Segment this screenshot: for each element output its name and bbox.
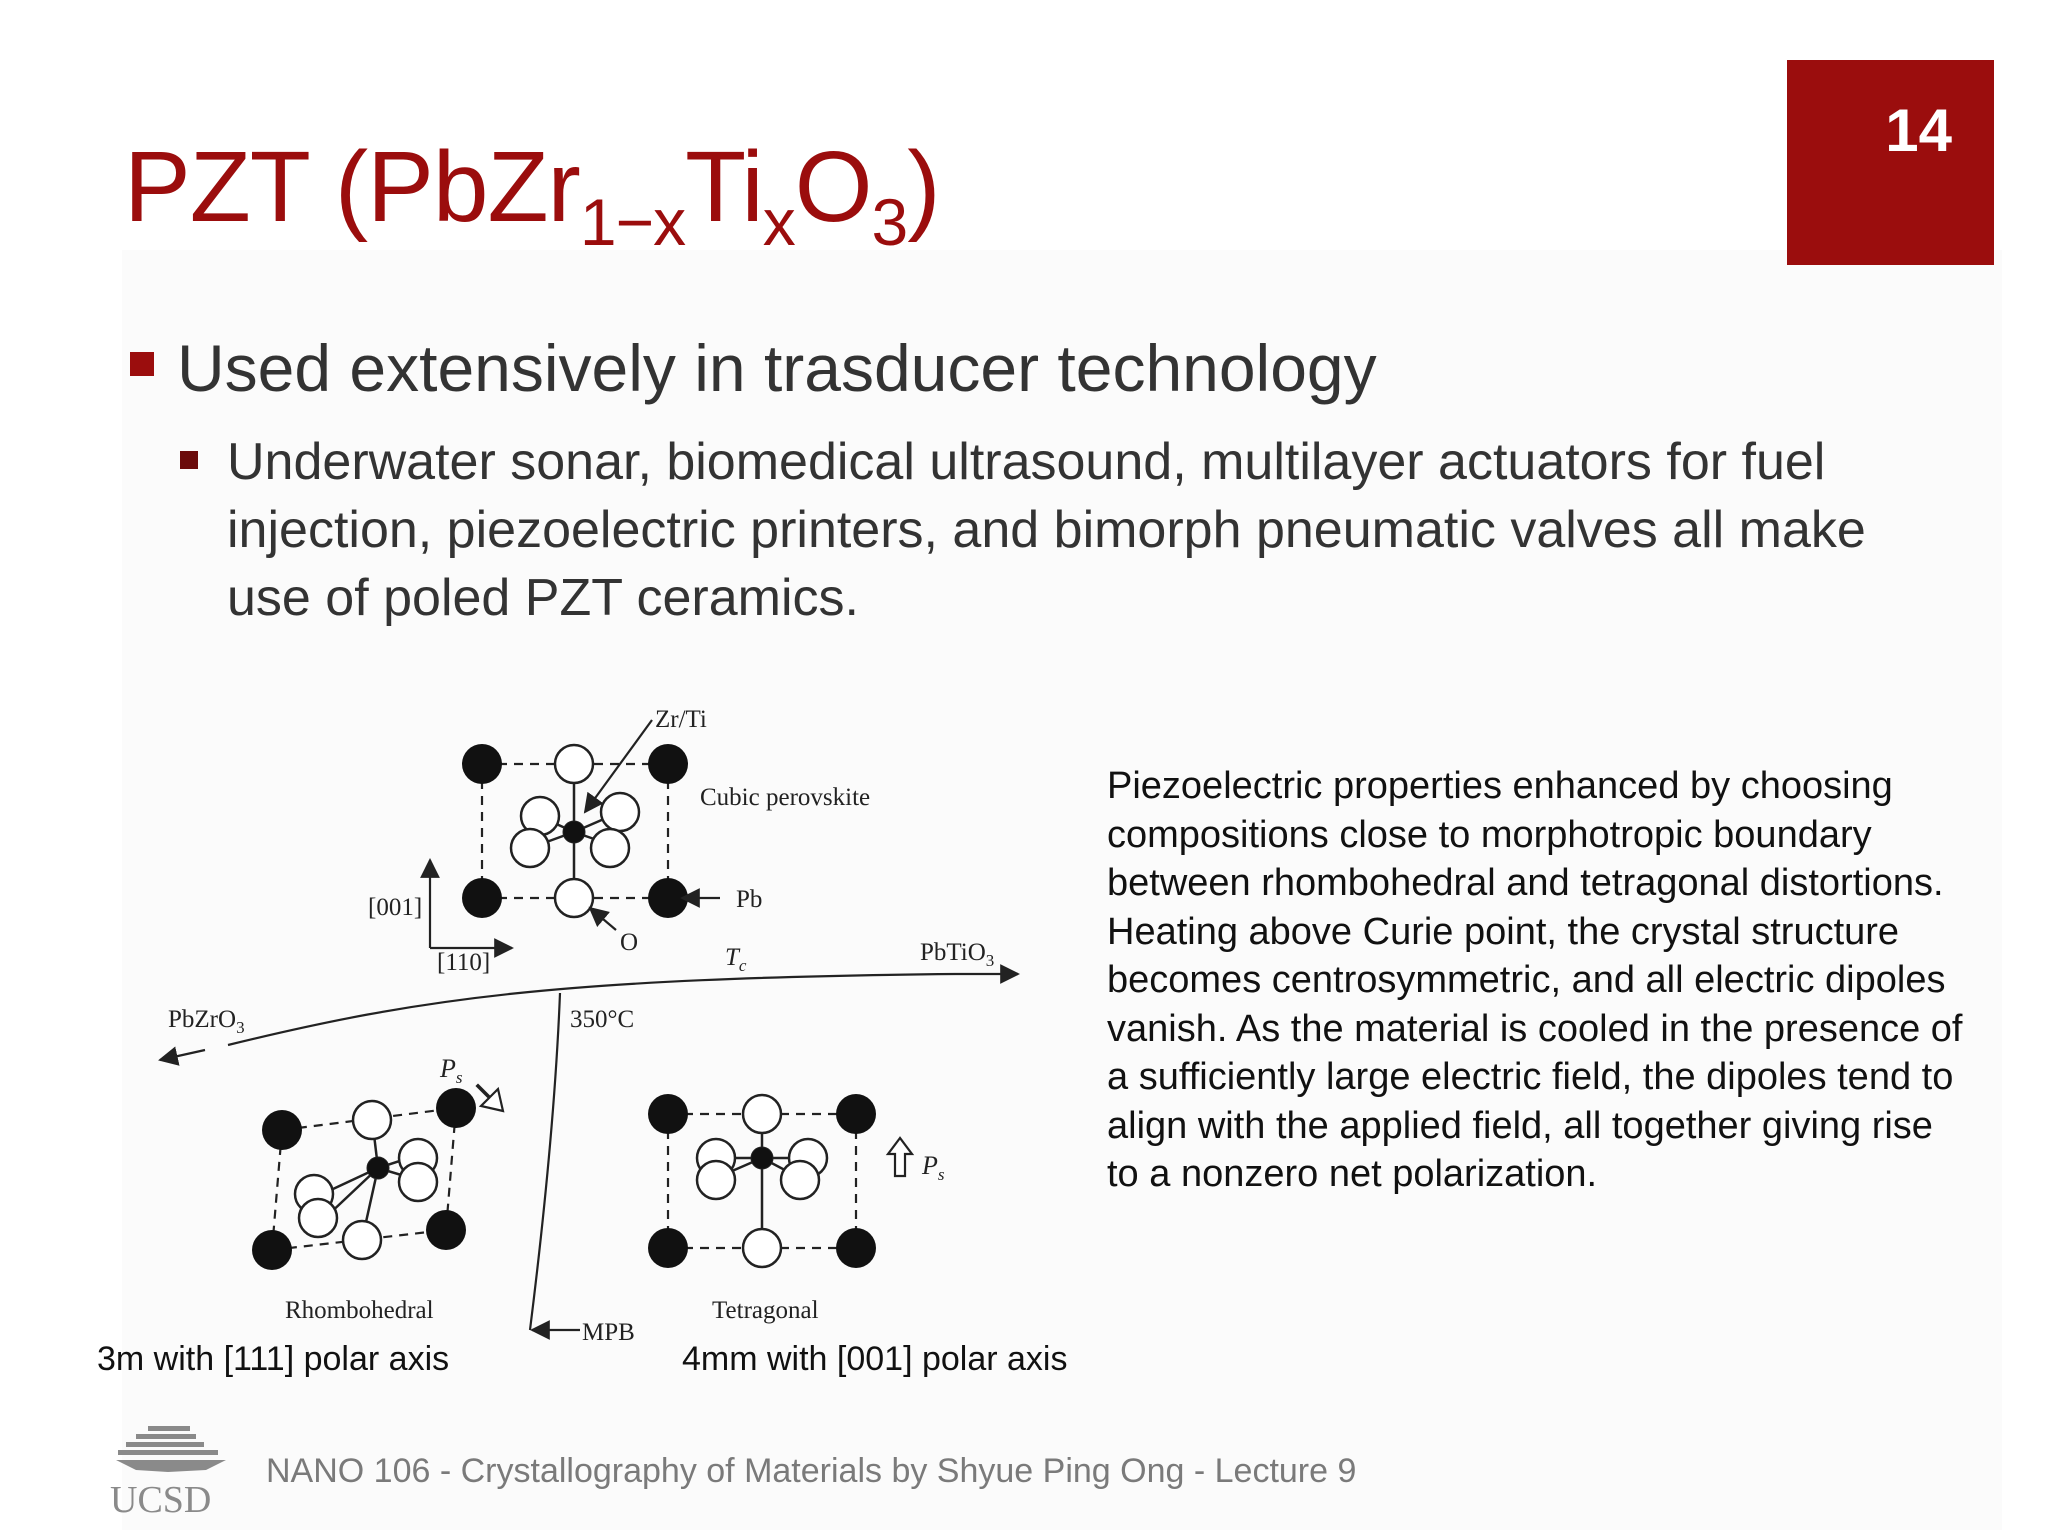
title-sub-1-x: 1−x [579,185,686,259]
title-sub-x: x [762,185,795,259]
ps-label-rhombo: $P_s$ [440,1054,463,1087]
footer-text: NANO 106 - Crystallography of Materials by Shyue Ping Ong - Lecture 9 [266,1452,1357,1490]
bullet-2-text: Underwater sonar, biomedical ultrasound, multilayer actuators for fuel injection, piezoelectric printers, and bimorph pneumatic valves all make use of poled PZT ceramics. [227,433,1866,627]
cubic-cell [462,744,688,918]
rhombohedral-cell [252,1088,476,1270]
tetragonal-label: Tetragonal [712,1297,819,1324]
temperature-label: 350°C [570,1006,635,1033]
ucsd-logo-text: UCSD [110,1479,212,1521]
polarization-arrow-icon [477,1085,503,1111]
pbtio3-label: PbTiO$_3$ [920,939,995,970]
title-suffix: ) [907,131,940,243]
description-paragraph-1: Piezoelectric properties enhanced by choosing compositions close to morphotropic boundary between rhombohedral and tetragonal distortions. [1107,765,1944,904]
rhombohedral-label: Rhombohedral [285,1297,434,1324]
pbzro3-label: PbZrO$_3$ [168,1006,245,1037]
dir-110-label: [110] [437,949,491,976]
tc-label: $T_c$ [725,944,747,975]
ucsd-logo [108,1412,238,1522]
pb-label: Pb [736,886,763,913]
dir-001-label: [001] [368,894,423,921]
ps-label-tetra: $P_s$ [922,1151,945,1184]
title-prefix: PZT (PbZr [124,131,580,243]
tetragonal-cell [648,1094,876,1268]
o-label: O [620,929,639,956]
title-sub-3: 3 [871,185,908,259]
description-text [1107,762,1967,1199]
mpb-label: MPB [582,1319,635,1346]
caption-tetragonal: 4mm with [001] polar axis [682,1340,1068,1378]
caption-rhombohedral: 3m with [111] polar axis [97,1340,450,1378]
title-ti: Ti [685,131,763,243]
description-paragraph-2: Heating above Curie point, the crystal structure becomes centrosymmetric, and all electric dipoles vanish. As the material is cooled in the presence of a sufficiently large electric field, the dipoles tend to align with the applied field, all together giving rise to a nonzero net polarization. [1107,910,1963,1195]
title-o: O [794,131,872,243]
zr-ti-label: Zr/Ti [655,706,707,733]
bullet-1-text: Used extensively in trasducer technology [177,331,1377,405]
slide-number: 14 [1885,97,1952,164]
polarization-up-arrow-icon [888,1138,912,1176]
cubic-perovskite-label: Cubic perovskite [700,784,871,811]
